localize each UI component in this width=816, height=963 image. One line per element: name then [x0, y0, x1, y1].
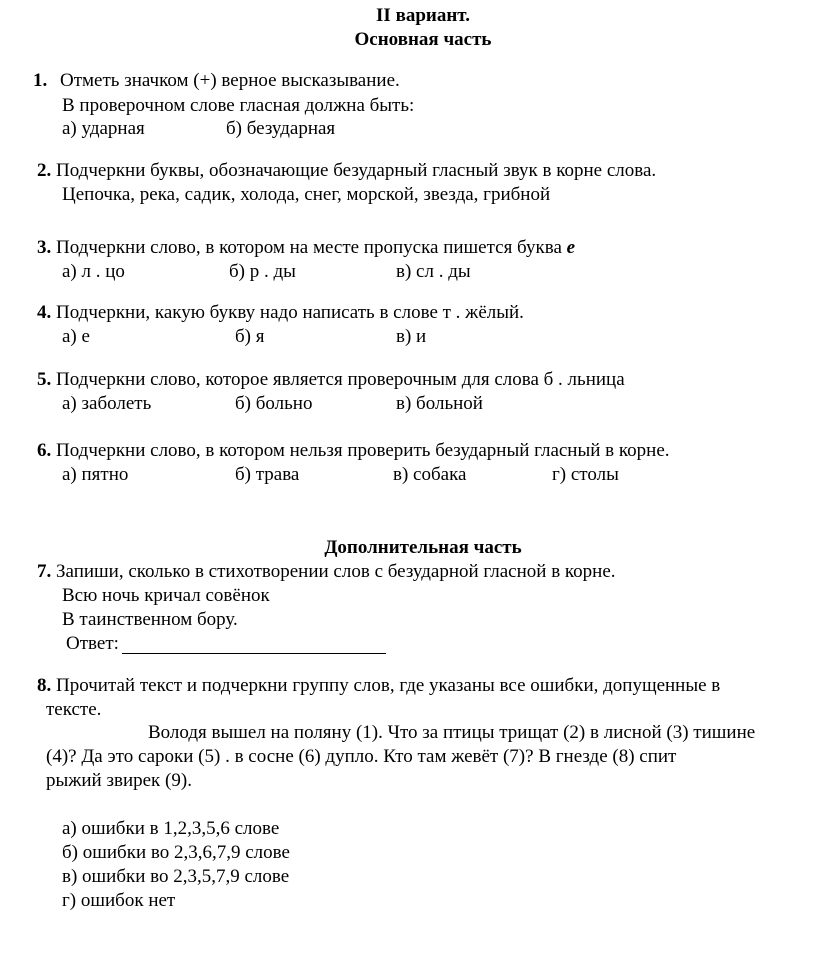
question-1-text: Отметь значком (+) верное высказывание. [60, 70, 400, 91]
question-4 [37, 302, 524, 324]
question-8-number: 8. [37, 675, 52, 696]
question-1-option-a[interactable]: а) ударная [62, 118, 145, 139]
question-6-option-d[interactable]: г) столы [552, 464, 619, 485]
question-2-text: Подчеркни буквы, обозначающие безударный гласный звук в корне слова. [51, 160, 657, 181]
answer-label: Ответ: [66, 633, 119, 654]
question-6-text: Подчеркни слово, в котором нельзя проверить безударный гласный в корне. [51, 440, 670, 461]
question-7-text: Запиши, сколько в стихотворении слов с безударной гласной в корне. [51, 561, 616, 582]
question-3 [37, 237, 575, 259]
question-5-text: Подчеркни слово, которое является проверочным для слова б . льница [51, 369, 625, 390]
question-8-option-b[interactable]: б) ошибки во 2,3,6,7,9 слове [62, 842, 290, 863]
question-6-option-c[interactable]: в) собака [393, 464, 467, 485]
question-5 [37, 369, 625, 391]
question-8-text-cont: тексте. [46, 699, 102, 720]
question-4-option-c[interactable]: в) и [396, 326, 427, 347]
question-6-option-a[interactable]: а) пятно [62, 464, 129, 485]
poem-line-1: Всю ночь кричал совёнок [62, 585, 270, 606]
poem-line-2: В таинственном бору. [62, 609, 238, 630]
question-2-word-list: Цепочка, река, садик, холода, снег, морской, звезда, грибной [62, 184, 551, 205]
question-3-option-b[interactable]: б) р . ды [229, 261, 296, 282]
question-5-option-a[interactable]: а) заболеть [62, 393, 152, 414]
question-6 [37, 440, 670, 462]
question-8-option-a[interactable]: а) ошибки в 1,2,3,5,6 слове [62, 818, 280, 839]
main-part-heading: Основная часть [354, 29, 492, 50]
question-8 [37, 675, 720, 697]
question-3-option-a[interactable]: а) л . цо [62, 261, 125, 282]
question-1-number: 1. [33, 70, 48, 91]
question-4-option-a[interactable]: а) е [62, 326, 90, 347]
variant-title: II вариант. [376, 5, 470, 26]
question-3-text: Подчеркни слово, в котором на месте пропуска пишется буква [51, 237, 567, 258]
question-8-option-c[interactable]: в) ошибки во 2,3,5,7,9 слове [62, 866, 290, 887]
answer-blank-line[interactable] [122, 653, 386, 654]
question-1-option-b[interactable]: б) безударная [226, 118, 336, 139]
question-5-option-b[interactable]: б) больно [235, 393, 313, 414]
question-4-option-b[interactable]: б) я [235, 326, 265, 347]
question-5-number: 5. [37, 369, 52, 390]
question-6-option-b[interactable]: б) трава [235, 464, 300, 485]
question-2 [37, 160, 656, 182]
passage-line-2: (4)? Да это сароки (5) . в сосне (6) дупло. Кто там жевёт (7)? В гнезде (8) спит [46, 746, 677, 767]
question-3-number: 3. [37, 237, 52, 258]
question-2-number: 2. [37, 160, 52, 181]
passage-line-1: Володя вышел на поляну (1). Что за птицы трищат (2) в лисной (3) тишине [148, 722, 756, 743]
question-3-option-c[interactable]: в) сл . ды [396, 261, 471, 282]
question-7-number: 7. [37, 561, 52, 582]
passage-line-3: рыжий звирек (9). [46, 770, 192, 791]
question-7 [37, 561, 616, 583]
question-8-option-d[interactable]: г) ошибок нет [62, 890, 176, 911]
question-1 [33, 70, 400, 92]
question-6-number: 6. [37, 440, 52, 461]
question-4-text: Подчеркни, какую букву надо написать в слове т . жёлый. [51, 302, 524, 323]
question-4-number: 4. [37, 302, 52, 323]
question-5-option-c[interactable]: в) больной [396, 393, 483, 414]
question-8-text: Прочитай текст и подчеркни группу слов, где указаны все ошибки, допущенные в [51, 675, 721, 696]
extra-part-heading: Дополнительная часть [324, 537, 522, 558]
question-1-line2: В проверочном слове гласная должна быть: [62, 95, 415, 116]
question-3-letter: е [566, 237, 576, 258]
